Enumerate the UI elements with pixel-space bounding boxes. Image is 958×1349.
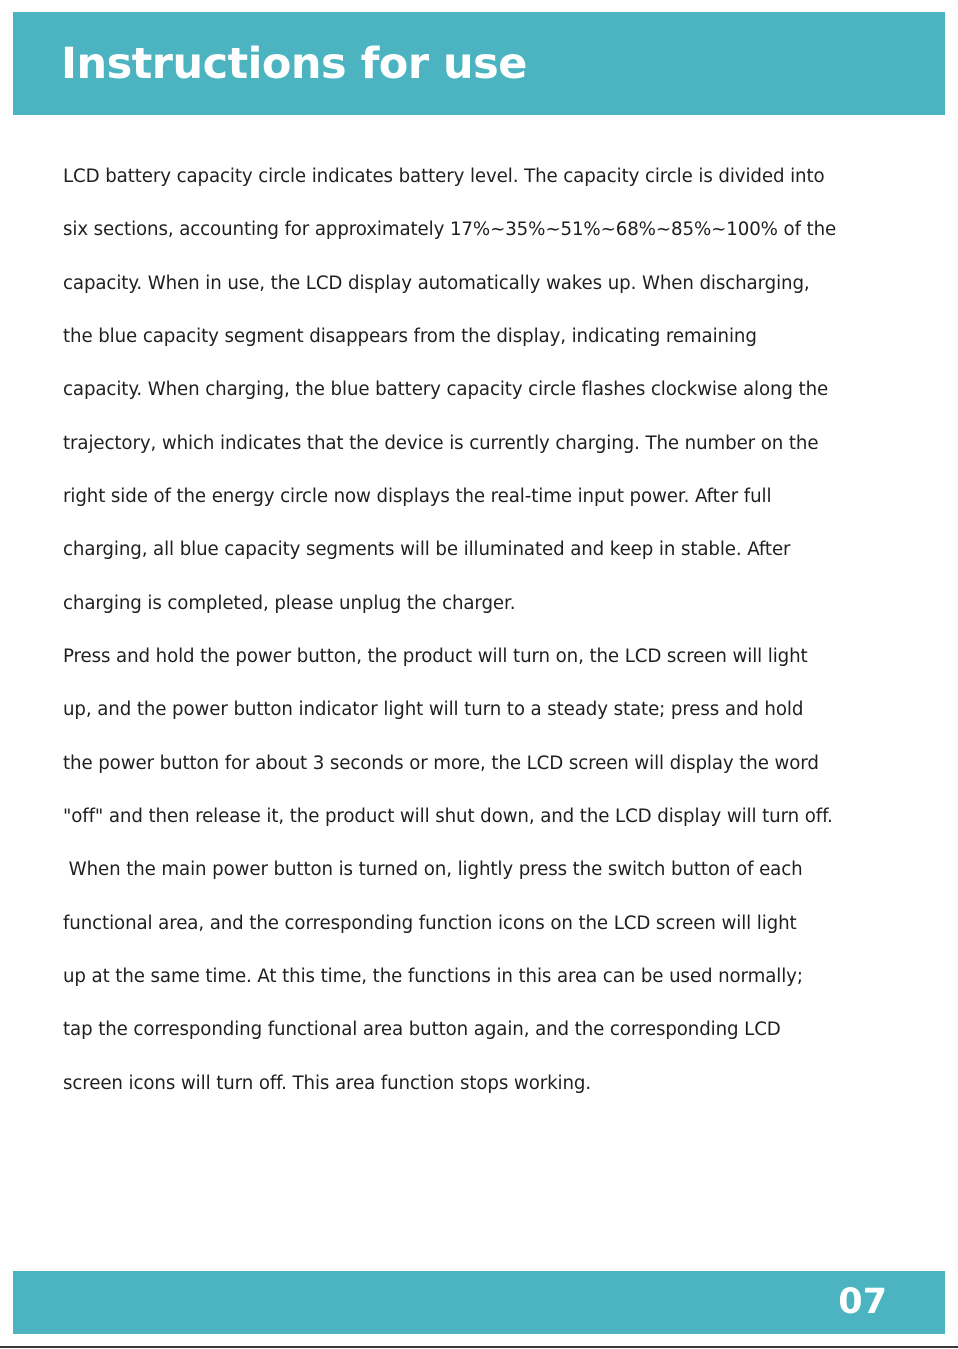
text-line: charging, all blue capacity segments will be illuminated and keep in stable. After — [63, 539, 791, 561]
text-line: the blue capacity segment disappears from the display, indicating remaining — [63, 325, 757, 347]
text-line: capacity. When charging, the blue battery capacity circle flashes clockwise along the — [63, 379, 829, 401]
text-line: screen icons will turn off. This area function stops working. — [63, 1072, 592, 1094]
footer-banner — [13, 1271, 945, 1334]
text-line: capacity. When in use, the LCD display automatically wakes up. When discharging, — [63, 272, 810, 294]
text-line: the power button for about 3 seconds or more, the LCD screen will display the word — [63, 752, 819, 774]
text-line: up at the same time. At this time, the functions in this area can be used normally; — [63, 965, 803, 987]
bottom-divider — [0, 1346, 958, 1348]
page-number: 07 — [838, 1282, 887, 1322]
text-line: right side of the energy circle now displays the real-time input power. After full — [63, 485, 772, 507]
text-line: six sections, accounting for approximately 17%~35%~51%~68%~85%~100% of the — [63, 219, 837, 241]
text-line: functional area, and the corresponding function icons on the LCD screen will light — [63, 912, 797, 934]
text-line: Press and hold the power button, the product will turn on, the LCD screen will light — [63, 645, 808, 667]
text-line: "off" and then release it, the product will shut down, and the LCD display will turn off. — [63, 805, 833, 827]
text-line: LCD battery capacity circle indicates battery level. The capacity circle is divided into — [63, 166, 825, 187]
header-banner — [13, 12, 945, 115]
instructions-body — [63, 150, 903, 1110]
page-title: Instructions for use — [61, 39, 527, 89]
text-line: When the main power button is turned on, lightly press the switch button of each — [63, 859, 803, 881]
text-line: trajectory, which indicates that the device is currently charging. The number on the — [63, 432, 819, 454]
text-line: up, and the power button indicator light will turn to a steady state; press and hold — [63, 699, 804, 721]
text-line: tap the corresponding functional area button again, and the corresponding LCD — [63, 1019, 781, 1041]
text-line: charging is completed, please unplug the charger. — [63, 592, 516, 614]
